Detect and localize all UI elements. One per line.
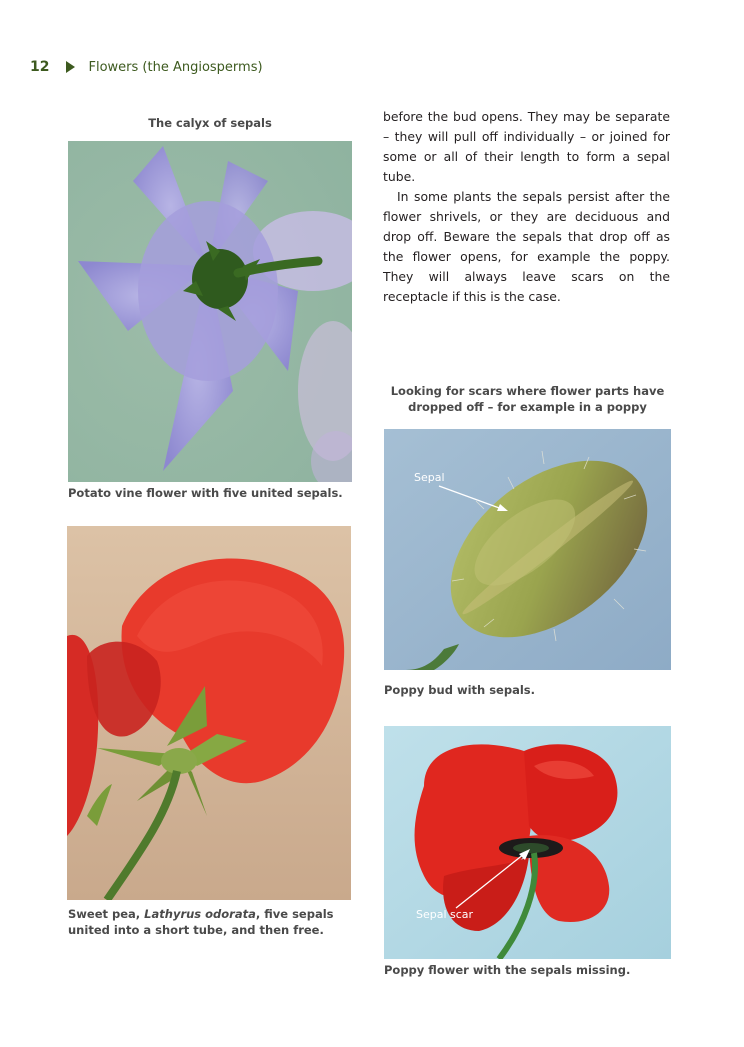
sweet-pea-caption-part-2: , five sepals united into a short tube, and then free. [68,907,334,937]
chapter-title: Flowers (the Angiosperms) [88,59,263,75]
triangle-right-icon [66,61,75,73]
sweet-pea-caption [68,906,353,938]
potato-vine-caption: Potato vine flower with five united sepals. [68,486,343,500]
poppy-bud-photo [384,429,671,670]
poppy-flower-caption: Poppy flower with the sepals missing. [384,963,631,977]
poppy-bud-caption: Poppy bud with sepals. [384,683,535,697]
body-paragraph-2: In some plants the sepals persist after the flower shrivels, or they are deciduous and drop off. Beware the sepals that drop off as the flower opens, for example the poppy. They will always leave scars on the receptacle if this is the case. [383,189,670,304]
sweet-pea-latin-name: Lathyrus odorata [144,907,256,921]
body-paragraph-1: before the bud opens. They may be separate – they will pull off individually – or joined for some or all of their length to form a sepal tube. [383,109,670,184]
sepal-label: Sepal [414,471,445,484]
sweet-pea-caption-part-1: Sweet pea, [68,907,145,921]
page-number: 12 [30,59,50,75]
scars-heading: Looking for scars where flower parts have dropped off – for example in a poppy [390,384,665,414]
sweet-pea-photo [67,526,351,900]
calyx-heading: The calyx of sepals [148,116,272,130]
sepal-scar-label: Sepal scar [416,908,474,921]
running-header [30,57,263,77]
potato-vine-photo [68,141,352,482]
body-text [383,107,670,307]
poppy-flower-photo [384,726,671,959]
